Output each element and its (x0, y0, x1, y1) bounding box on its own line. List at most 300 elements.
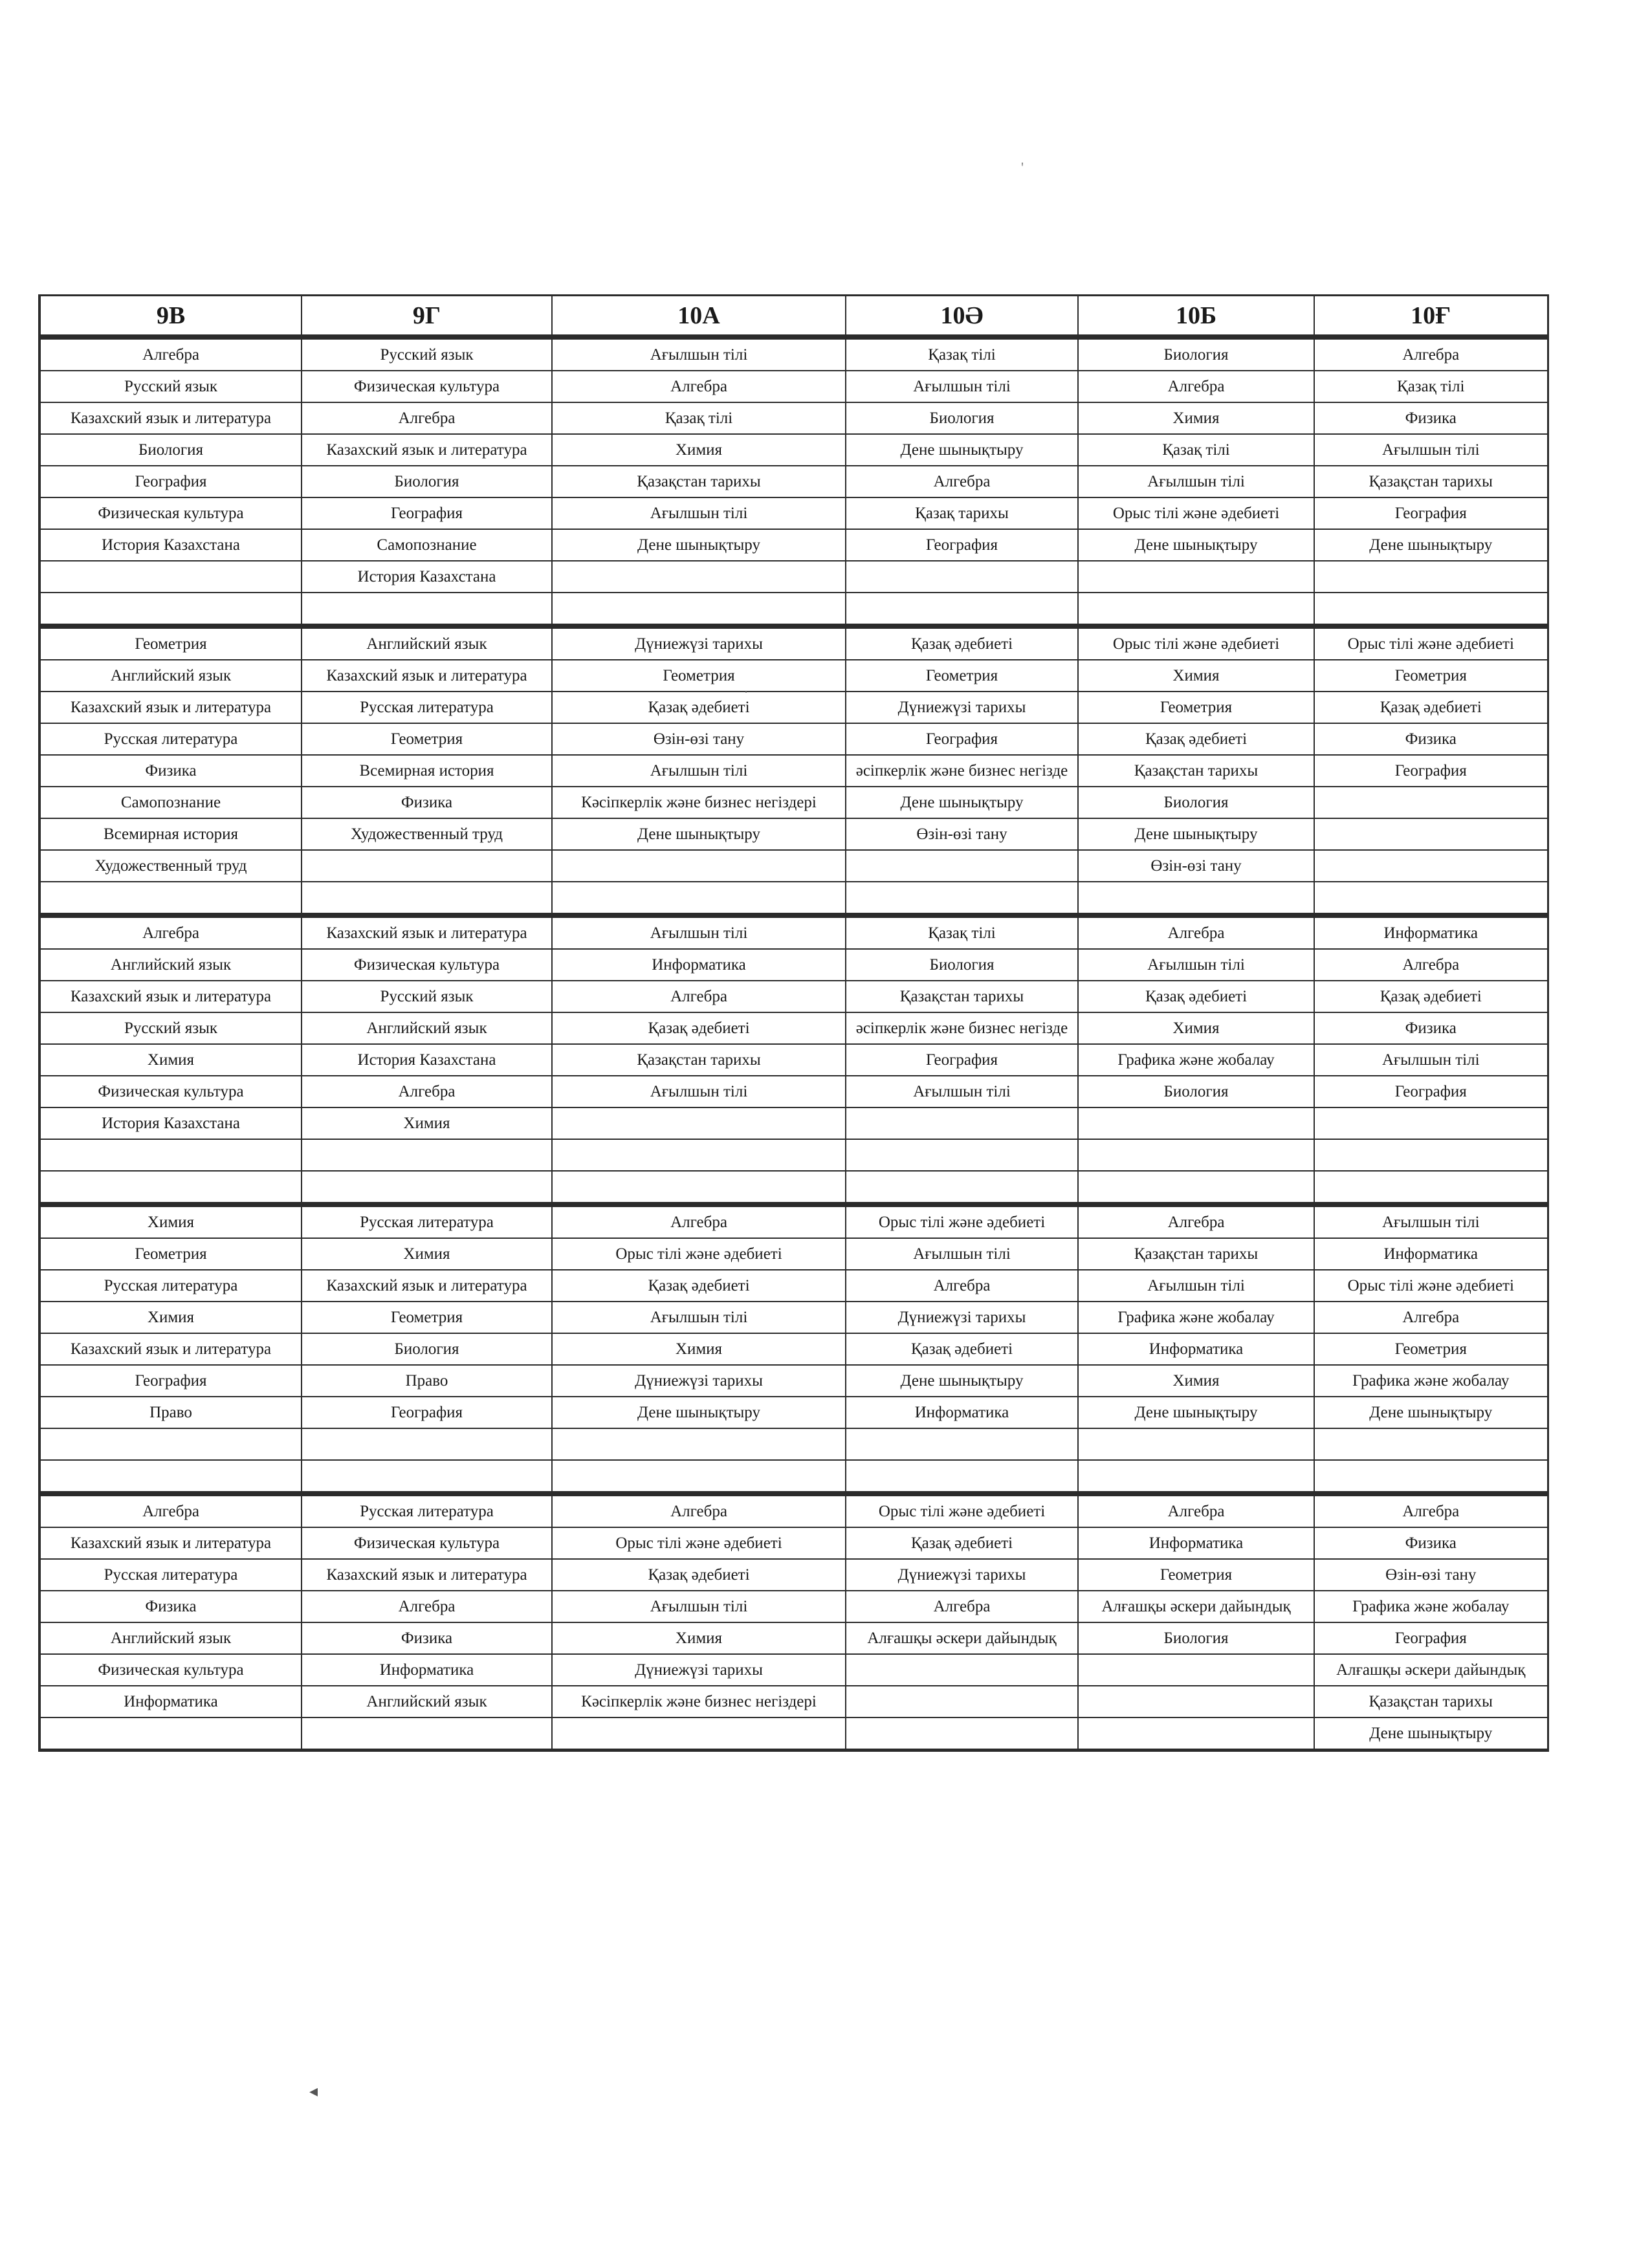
lesson-cell-10ae: Дүниежүзі тарихы (846, 692, 1078, 723)
schedule-row-day3-lesson2 (39, 949, 1548, 981)
lesson-cell-10gh: Алғашқы әскери дайындық (1314, 1654, 1548, 1686)
lesson-cell-10a: Алгебра (552, 1494, 846, 1527)
lesson-cell-10gh: Қазақстан тарихы (1314, 466, 1548, 497)
lesson-cell-10b: Геометрия (1078, 692, 1314, 723)
lesson-cell-9g: Художественный труд (302, 818, 552, 850)
lesson-cell-9g: Биология (302, 466, 552, 497)
lesson-cell-9g: Информатика (302, 1654, 552, 1686)
lesson-cell-10b (1078, 1686, 1314, 1717)
lesson-cell-10gh: Графика және жобалау (1314, 1365, 1548, 1397)
lesson-cell-9g: Казахский язык и литература (302, 1559, 552, 1591)
lesson-cell-9g: Право (302, 1365, 552, 1397)
lesson-cell-10gh: Ағылшын тілі (1314, 1205, 1548, 1238)
lesson-cell-10a: Дене шынықтыру (552, 818, 846, 850)
lesson-cell-9v: Химия (39, 1205, 302, 1238)
lesson-cell-10a (552, 1717, 846, 1750)
lesson-cell-9g: Всемирная история (302, 755, 552, 787)
lesson-cell-10gh: Алгебра (1314, 337, 1548, 371)
lesson-cell-10ae (846, 593, 1078, 626)
lesson-cell-10b (1078, 1171, 1314, 1205)
lesson-cell-10gh: Информатика (1314, 915, 1548, 949)
lesson-cell-10b: Химия (1078, 660, 1314, 692)
lesson-cell-10ae: Қазақ тілі (846, 337, 1078, 371)
lesson-cell-9g: Английский язык (302, 626, 552, 660)
lesson-cell-10a (552, 593, 846, 626)
lesson-cell-9g (302, 1428, 552, 1460)
lesson-cell-9v: Казахский язык и литература (39, 981, 302, 1012)
lesson-cell-10b: Биология (1078, 337, 1314, 371)
lesson-cell-9g: Русский язык (302, 981, 552, 1012)
lesson-cell-10b: Графика және жобалау (1078, 1044, 1314, 1076)
lesson-cell-10gh (1314, 850, 1548, 882)
schedule-row-day1-lesson1 (39, 337, 1548, 371)
lesson-cell-9v (39, 1171, 302, 1205)
lesson-cell-10b (1078, 561, 1314, 593)
lesson-cell-10ae (846, 1460, 1078, 1494)
schedule-row-day5-lesson3 (39, 1559, 1548, 1591)
lesson-cell-10b: Ағылшын тілі (1078, 949, 1314, 981)
lesson-cell-10a: Қазақ әдебиеті (552, 692, 846, 723)
lesson-cell-10gh: Өзін-өзі тану (1314, 1559, 1548, 1591)
lesson-cell-9g: Английский язык (302, 1686, 552, 1717)
lesson-cell-9g: Физика (302, 787, 552, 818)
lesson-cell-9v: История Казахстана (39, 529, 302, 561)
lesson-cell-10a: Дене шынықтыру (552, 1397, 846, 1428)
lesson-cell-10ae: Алгебра (846, 1270, 1078, 1302)
lesson-cell-10a (552, 1107, 846, 1139)
lesson-cell-9g: Физическая культура (302, 371, 552, 402)
lesson-cell-9v: Английский язык (39, 660, 302, 692)
lesson-cell-10ae: әсіпкерлік және бизнес негізде (846, 755, 1078, 787)
lesson-cell-9v: Самопознание (39, 787, 302, 818)
lesson-cell-10a: Орыс тілі және әдебиеті (552, 1238, 846, 1270)
lesson-cell-10a: Алгебра (552, 371, 846, 402)
schedule-row-day3-lesson3 (39, 981, 1548, 1012)
lesson-cell-10gh: Орыс тілі және әдебиеті (1314, 1270, 1548, 1302)
lesson-cell-9v: Биология (39, 434, 302, 466)
lesson-cell-10ae (846, 1686, 1078, 1717)
lesson-cell-10b: Информатика (1078, 1527, 1314, 1559)
lesson-cell-10b: Биология (1078, 1622, 1314, 1654)
lesson-cell-10ae (846, 882, 1078, 915)
class-header-10gh: 10Ғ (1314, 296, 1548, 338)
lesson-cell-10b: Ағылшын тілі (1078, 466, 1314, 497)
schedule-row-day4-lesson4 (39, 1302, 1548, 1333)
lesson-cell-10b (1078, 1717, 1314, 1750)
lesson-cell-10gh (1314, 882, 1548, 915)
lesson-cell-10gh: Физика (1314, 402, 1548, 434)
lesson-cell-10a: Химия (552, 434, 846, 466)
lesson-cell-10a: Өзін-өзі тану (552, 723, 846, 755)
lesson-cell-10gh: Ағылшын тілі (1314, 434, 1548, 466)
lesson-cell-9g: Геометрия (302, 1302, 552, 1333)
lesson-cell-10b: Орыс тілі және әдебиеті (1078, 626, 1314, 660)
scan-speck: ◂ (309, 2082, 318, 2100)
lesson-cell-10gh: Алгебра (1314, 1494, 1548, 1527)
lesson-cell-10b: Алғашқы әскери дайындық (1078, 1591, 1314, 1622)
lesson-cell-10a: Химия (552, 1622, 846, 1654)
lesson-cell-10b: Химия (1078, 1365, 1314, 1397)
lesson-cell-9v (39, 1139, 302, 1171)
lesson-cell-10b: Дене шынықтыру (1078, 529, 1314, 561)
lesson-cell-10a: Ағылшын тілі (552, 1076, 846, 1107)
lesson-cell-10b (1078, 1107, 1314, 1139)
lesson-cell-10a: Орыс тілі және әдебиеті (552, 1527, 846, 1559)
lesson-cell-9g (302, 593, 552, 626)
lesson-cell-9v: Казахский язык и литература (39, 692, 302, 723)
schedule-row-day5-lesson7 (39, 1686, 1548, 1717)
lesson-cell-10ae (846, 1107, 1078, 1139)
lesson-cell-10ae (846, 561, 1078, 593)
lesson-cell-10b: Биология (1078, 1076, 1314, 1107)
schedule-row-day5-lesson1 (39, 1494, 1548, 1527)
lesson-cell-10ae: Өзін-өзі тану (846, 818, 1078, 850)
lesson-cell-10b (1078, 1139, 1314, 1171)
schedule-row-day2-lesson5 (39, 755, 1548, 787)
schedule-row-day4-lesson3 (39, 1270, 1548, 1302)
lesson-cell-10ae: Биология (846, 402, 1078, 434)
schedule-row-day3-lesson4 (39, 1012, 1548, 1044)
lesson-cell-10gh: Орыс тілі және әдебиеті (1314, 626, 1548, 660)
lesson-cell-10b: Дене шынықтыру (1078, 1397, 1314, 1428)
lesson-cell-9g: Казахский язык и литература (302, 915, 552, 949)
lesson-cell-9g (302, 1139, 552, 1171)
schedule-row-day5-lesson8 (39, 1717, 1548, 1750)
lesson-cell-9v: История Казахстана (39, 1107, 302, 1139)
schedule-row-day1-lesson9 (39, 593, 1548, 626)
lesson-cell-9v (39, 593, 302, 626)
lesson-cell-9v: Казахский язык и литература (39, 1527, 302, 1559)
lesson-cell-10ae: Алгебра (846, 466, 1078, 497)
lesson-cell-10a: Геометрия (552, 660, 846, 692)
lesson-cell-9v: Английский язык (39, 1622, 302, 1654)
lesson-cell-10a (552, 1428, 846, 1460)
lesson-cell-9v (39, 1428, 302, 1460)
lesson-cell-10b: Химия (1078, 402, 1314, 434)
lesson-cell-9g: Физика (302, 1622, 552, 1654)
schedule-body (39, 337, 1548, 1750)
lesson-cell-10ae: География (846, 1044, 1078, 1076)
lesson-cell-9g: Алгебра (302, 1591, 552, 1622)
lesson-cell-9g: Английский язык (302, 1012, 552, 1044)
lesson-cell-9g: Алгебра (302, 402, 552, 434)
lesson-cell-10b: Өзін-өзі тану (1078, 850, 1314, 882)
lesson-cell-10gh: Дене шынықтыру (1314, 1397, 1548, 1428)
lesson-cell-10a: Ағылшын тілі (552, 1591, 846, 1622)
class-header-9g: 9Г (302, 296, 552, 338)
lesson-cell-10b (1078, 1654, 1314, 1686)
lesson-cell-10gh (1314, 1428, 1548, 1460)
lesson-cell-9v: Русская литература (39, 1270, 302, 1302)
lesson-cell-10gh: География (1314, 497, 1548, 529)
lesson-cell-10ae: Геометрия (846, 660, 1078, 692)
lesson-cell-10ae: Дене шынықтыру (846, 787, 1078, 818)
lesson-cell-10ae (846, 850, 1078, 882)
schedule-row-day2-lesson9 (39, 882, 1548, 915)
lesson-cell-10ae: Ағылшын тілі (846, 371, 1078, 402)
lesson-cell-9g: Физическая культура (302, 949, 552, 981)
lesson-cell-10ae: Орыс тілі және әдебиеті (846, 1205, 1078, 1238)
lesson-cell-10ae: Алғашқы әскери дайындық (846, 1622, 1078, 1654)
lesson-cell-10b: Алгебра (1078, 1205, 1314, 1238)
schedule-row-day5-lesson6 (39, 1654, 1548, 1686)
lesson-cell-10a: Ағылшын тілі (552, 497, 846, 529)
lesson-cell-9v: Всемирная история (39, 818, 302, 850)
lesson-cell-10ae: География (846, 529, 1078, 561)
lesson-cell-10ae: Дүниежүзі тарихы (846, 1559, 1078, 1591)
schedule-row-day3-lesson5 (39, 1044, 1548, 1076)
lesson-cell-10a (552, 1139, 846, 1171)
lesson-cell-10ae: Қазақстан тарихы (846, 981, 1078, 1012)
lesson-cell-10b: Қазақстан тарихы (1078, 1238, 1314, 1270)
lesson-cell-10ae: Алгебра (846, 1591, 1078, 1622)
lesson-cell-9g: Русская литература (302, 1205, 552, 1238)
lesson-cell-9g (302, 1171, 552, 1205)
class-header-10a: 10А (552, 296, 846, 338)
lesson-cell-10b: Қазақ әдебиеті (1078, 981, 1314, 1012)
lesson-cell-10a (552, 1171, 846, 1205)
lesson-cell-10gh (1314, 1171, 1548, 1205)
lesson-cell-10b (1078, 1460, 1314, 1494)
lesson-cell-9g (302, 1460, 552, 1494)
schedule-row-day1-lesson3 (39, 402, 1548, 434)
lesson-cell-10ae: Қазақ әдебиеті (846, 1527, 1078, 1559)
lesson-cell-9g: Русская литература (302, 1494, 552, 1527)
lesson-cell-10gh: Алгебра (1314, 949, 1548, 981)
lesson-cell-9v: Физика (39, 1591, 302, 1622)
lesson-cell-10ae: Ағылшын тілі (846, 1238, 1078, 1270)
lesson-cell-10gh: Ағылшын тілі (1314, 1044, 1548, 1076)
schedule-row-day5-lesson5 (39, 1622, 1548, 1654)
lesson-cell-9v: Русская литература (39, 1559, 302, 1591)
schedule-row-day1-lesson6 (39, 497, 1548, 529)
lesson-cell-9v: Геометрия (39, 626, 302, 660)
lesson-cell-9g (302, 1717, 552, 1750)
lesson-cell-9v: Алгебра (39, 337, 302, 371)
lesson-cell-10b: Дене шынықтыру (1078, 818, 1314, 850)
lesson-cell-10a: Ағылшын тілі (552, 915, 846, 949)
lesson-cell-9v: География (39, 1365, 302, 1397)
lesson-cell-9g: География (302, 497, 552, 529)
lesson-cell-10gh: Физика (1314, 1527, 1548, 1559)
lesson-cell-10a (552, 1460, 846, 1494)
lesson-cell-10a: Алгебра (552, 1205, 846, 1238)
lesson-cell-10gh (1314, 787, 1548, 818)
lesson-cell-10gh (1314, 818, 1548, 850)
lesson-cell-9v: Алгебра (39, 915, 302, 949)
lesson-cell-9g: Геометрия (302, 723, 552, 755)
lesson-cell-10gh: География (1314, 1622, 1548, 1654)
schedule-row-day2-lesson7 (39, 818, 1548, 850)
lesson-cell-10a: Қазақ тілі (552, 402, 846, 434)
lesson-cell-10ae: Информатика (846, 1397, 1078, 1428)
lesson-cell-9g: Казахский язык и литература (302, 1270, 552, 1302)
lesson-cell-9v: Русский язык (39, 371, 302, 402)
lesson-cell-9v: Физическая культура (39, 1654, 302, 1686)
lesson-cell-10ae (846, 1717, 1078, 1750)
schedule-row-day2-lesson8 (39, 850, 1548, 882)
lesson-cell-9g (302, 882, 552, 915)
schedule-row-day2-lesson2 (39, 660, 1548, 692)
lesson-cell-9v: Физика (39, 755, 302, 787)
lesson-cell-10a (552, 561, 846, 593)
lesson-cell-9v (39, 1717, 302, 1750)
lesson-cell-10gh: Алгебра (1314, 1302, 1548, 1333)
lesson-cell-9v: Казахский язык и литература (39, 402, 302, 434)
lesson-cell-9v: Информатика (39, 1686, 302, 1717)
lesson-cell-10ae: әсіпкерлік және бизнес негізде (846, 1012, 1078, 1044)
lesson-cell-10a: Қазақстан тарихы (552, 1044, 846, 1076)
lesson-cell-9v: Химия (39, 1302, 302, 1333)
lesson-cell-10a: Ағылшын тілі (552, 755, 846, 787)
schedule-row-day3-lesson8 (39, 1139, 1548, 1171)
lesson-cell-10ae (846, 1428, 1078, 1460)
lesson-cell-10a: Қазақстан тарихы (552, 466, 846, 497)
lesson-cell-10a: Кәсіпкерлік және бизнес негіздері (552, 1686, 846, 1717)
class-header-row (39, 296, 1548, 338)
lesson-cell-9v (39, 882, 302, 915)
lesson-cell-10b: Қазақ әдебиеті (1078, 723, 1314, 755)
lesson-cell-10ae: Қазақ тілі (846, 915, 1078, 949)
lesson-cell-10a: Информатика (552, 949, 846, 981)
schedule-row-day4-lesson6 (39, 1365, 1548, 1397)
lesson-cell-10gh: Қазақстан тарихы (1314, 1686, 1548, 1717)
lesson-cell-10gh: Информатика (1314, 1238, 1548, 1270)
lesson-cell-10a: Қазақ әдебиеті (552, 1559, 846, 1591)
lesson-cell-10a: Дене шынықтыру (552, 529, 846, 561)
lesson-cell-9g: История Казахстана (302, 1044, 552, 1076)
lesson-cell-9v: Физическая культура (39, 1076, 302, 1107)
lesson-cell-9g: Химия (302, 1238, 552, 1270)
lesson-cell-10gh (1314, 1460, 1548, 1494)
lesson-cell-10gh (1314, 1139, 1548, 1171)
lesson-cell-10ae: Қазақ тарихы (846, 497, 1078, 529)
lesson-cell-10gh: Дене шынықтыру (1314, 1717, 1548, 1750)
lesson-cell-10a: Кәсіпкерлік және бизнес негіздері (552, 787, 846, 818)
lesson-cell-10ae: Биология (846, 949, 1078, 981)
lesson-cell-10ae (846, 1171, 1078, 1205)
schedule-row-day4-lesson1 (39, 1205, 1548, 1238)
lesson-cell-9g: Самопознание (302, 529, 552, 561)
lesson-cell-10b: Алгебра (1078, 1494, 1314, 1527)
lesson-cell-10b: Графика және жобалау (1078, 1302, 1314, 1333)
lesson-cell-10gh: Қазақ әдебиеті (1314, 692, 1548, 723)
lesson-cell-10gh: Графика және жобалау (1314, 1591, 1548, 1622)
lesson-cell-10b: Геометрия (1078, 1559, 1314, 1591)
schedule-row-day1-lesson8 (39, 561, 1548, 593)
lesson-cell-9g: Русская литература (302, 692, 552, 723)
lesson-cell-10gh: Қазақ әдебиеті (1314, 981, 1548, 1012)
lesson-cell-10a (552, 850, 846, 882)
class-header-10b: 10Б (1078, 296, 1314, 338)
lesson-cell-10ae: Дене шынықтыру (846, 434, 1078, 466)
schedule-row-day5-lesson2 (39, 1527, 1548, 1559)
scan-speck: · (744, 686, 748, 699)
schedule-row-day5-lesson4 (39, 1591, 1548, 1622)
lesson-cell-10a: Дүниежүзі тарихы (552, 1365, 846, 1397)
schedule-row-day3-lesson9 (39, 1171, 1548, 1205)
schedule-row-day4-lesson8 (39, 1428, 1548, 1460)
lesson-cell-9v: Русская литература (39, 723, 302, 755)
schedule-row-day4-lesson9 (39, 1460, 1548, 1494)
lesson-cell-10ae (846, 1654, 1078, 1686)
lesson-cell-10ae: Дүниежүзі тарихы (846, 1302, 1078, 1333)
lesson-cell-10a: Қазақ әдебиеті (552, 1012, 846, 1044)
lesson-cell-10b (1078, 1428, 1314, 1460)
lesson-cell-10a: Қазақ әдебиеті (552, 1270, 846, 1302)
schedule-row-day4-lesson2 (39, 1238, 1548, 1270)
lesson-cell-10ae: Орыс тілі және әдебиеті (846, 1494, 1078, 1527)
lesson-cell-9v: Право (39, 1397, 302, 1428)
lesson-cell-9g: Казахский язык и литература (302, 660, 552, 692)
schedule-table (38, 294, 1549, 1752)
schedule-row-day1-lesson2 (39, 371, 1548, 402)
lesson-cell-9g: География (302, 1397, 552, 1428)
lesson-cell-10b: Алгебра (1078, 915, 1314, 949)
scan-speck: ' (1021, 159, 1024, 175)
lesson-cell-10ae: Дене шынықтыру (846, 1365, 1078, 1397)
schedule-row-day2-lesson4 (39, 723, 1548, 755)
lesson-cell-10b: Орыс тілі және әдебиеті (1078, 497, 1314, 529)
lesson-cell-10ae (846, 1139, 1078, 1171)
lesson-cell-9g (302, 850, 552, 882)
lesson-cell-9v: Английский язык (39, 949, 302, 981)
lesson-cell-10a (552, 882, 846, 915)
lesson-cell-10b (1078, 882, 1314, 915)
lesson-cell-10b: Алгебра (1078, 371, 1314, 402)
lesson-cell-9v: Химия (39, 1044, 302, 1076)
schedule-row-day3-lesson1 (39, 915, 1548, 949)
lesson-cell-10gh: Дене шынықтыру (1314, 529, 1548, 561)
lesson-cell-10b: Химия (1078, 1012, 1314, 1044)
schedule-row-day1-lesson4 (39, 434, 1548, 466)
lesson-cell-10ae: Ағылшын тілі (846, 1076, 1078, 1107)
lesson-cell-10b: Информатика (1078, 1333, 1314, 1365)
schedule-row-day4-lesson5 (39, 1333, 1548, 1365)
lesson-cell-10ae: Қазақ әдебиеті (846, 1333, 1078, 1365)
lesson-cell-9g: Химия (302, 1107, 552, 1139)
lesson-cell-10b: Қазақ тілі (1078, 434, 1314, 466)
lesson-cell-10gh: Қазақ тілі (1314, 371, 1548, 402)
lesson-cell-10gh (1314, 561, 1548, 593)
lesson-cell-10ae: География (846, 723, 1078, 755)
lesson-cell-9v: Казахский язык и литература (39, 1333, 302, 1365)
schedule-row-day2-lesson6 (39, 787, 1548, 818)
lesson-cell-10a: Дүниежүзі тарихы (552, 626, 846, 660)
schedule-row-day1-lesson7 (39, 529, 1548, 561)
lesson-cell-10b (1078, 593, 1314, 626)
class-header-10ae: 10Ә (846, 296, 1078, 338)
lesson-cell-10gh (1314, 593, 1548, 626)
lesson-cell-9v: Геометрия (39, 1238, 302, 1270)
schedule-row-day2-lesson3 (39, 692, 1548, 723)
lesson-cell-10a: Ағылшын тілі (552, 1302, 846, 1333)
schedule-row-day3-lesson6 (39, 1076, 1548, 1107)
lesson-cell-10b: Қазақстан тарихы (1078, 755, 1314, 787)
schedule-row-day2-lesson1 (39, 626, 1548, 660)
lesson-cell-10gh: Геометрия (1314, 1333, 1548, 1365)
lesson-cell-9g: Биология (302, 1333, 552, 1365)
schedule-row-day1-lesson5 (39, 466, 1548, 497)
lesson-cell-9v: Русский язык (39, 1012, 302, 1044)
lesson-cell-10gh: География (1314, 1076, 1548, 1107)
lesson-cell-10gh: Геометрия (1314, 660, 1548, 692)
schedule-row-day4-lesson7 (39, 1397, 1548, 1428)
lesson-cell-10a: Дүниежүзі тарихы (552, 1654, 846, 1686)
lesson-cell-9v: Художественный труд (39, 850, 302, 882)
lesson-cell-10a: Алгебра (552, 981, 846, 1012)
lesson-cell-10b: Биология (1078, 787, 1314, 818)
